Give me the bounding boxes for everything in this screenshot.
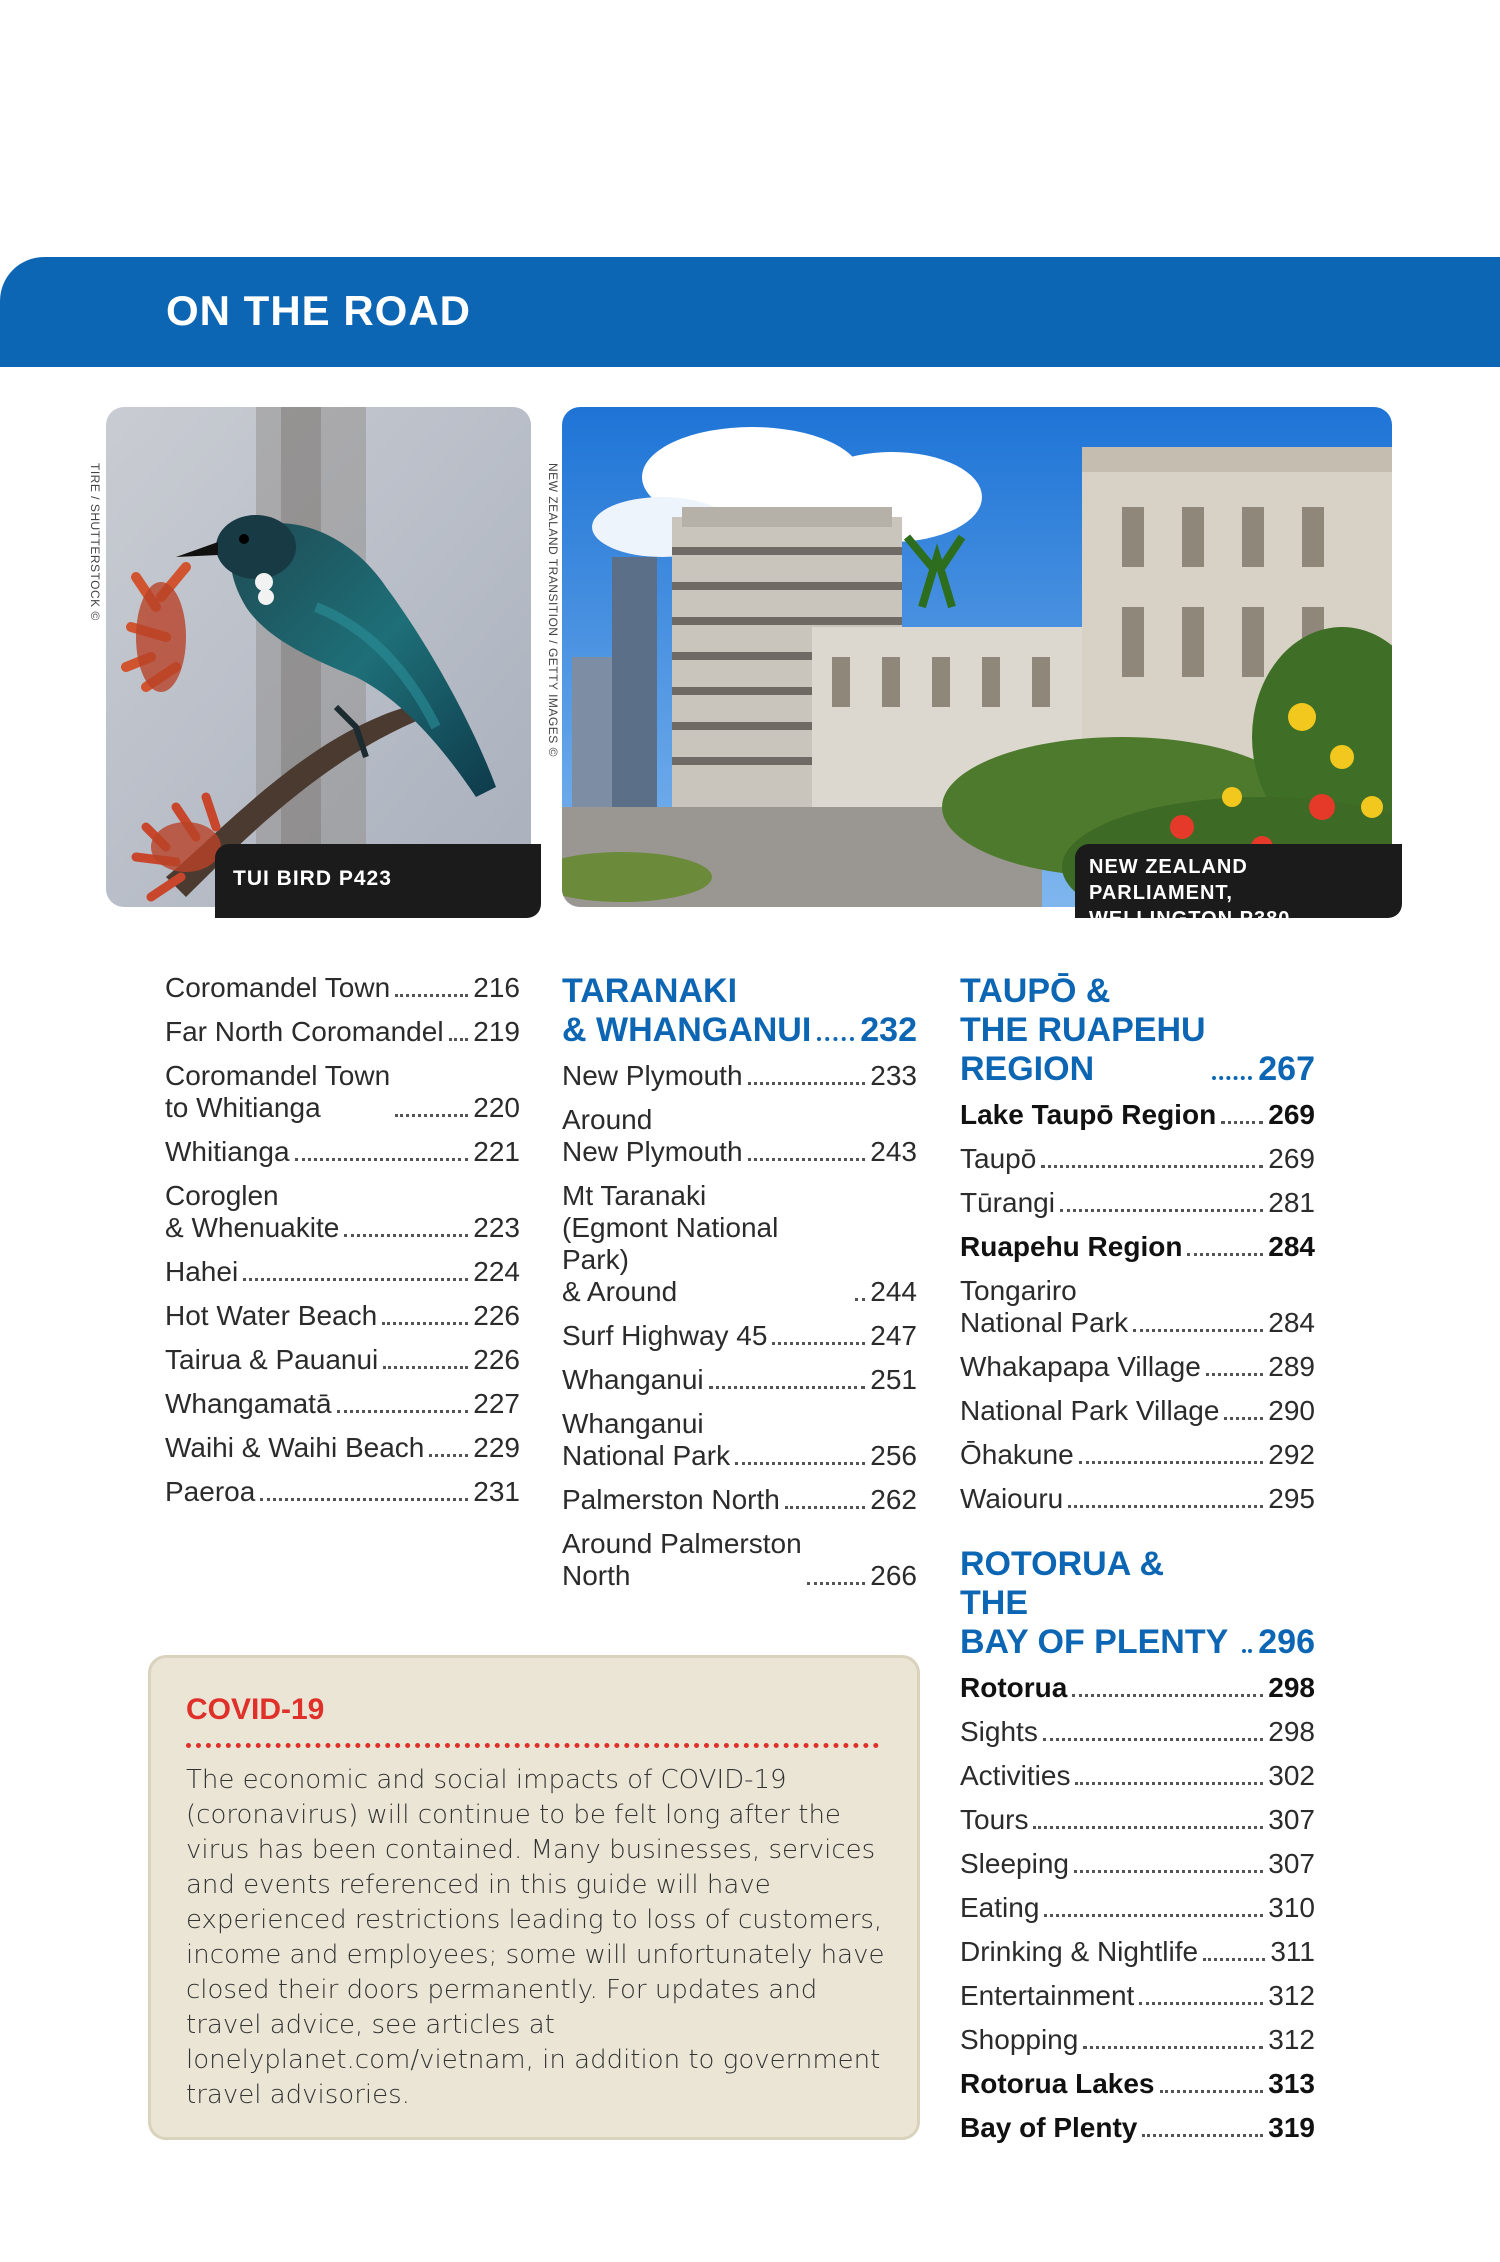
toc-entry[interactable] [960,1351,1315,1383]
covid-notice-box [148,1655,920,2140]
section-name: ROTORUA & THE BAY OF PLENTY [960,1545,1229,1661]
tui-photo-credit: TIRE / SHUTTERSTOCK © [88,463,102,621]
dot-leader [855,1298,865,1301]
toc-page-number: 247 [870,1320,917,1351]
dot-leader [1160,2090,1264,2093]
toc-entry[interactable] [165,1344,520,1376]
toc-page-number: 219 [473,1016,520,1047]
dot-leader [709,1386,866,1389]
toc-section-heading[interactable] [960,1545,1315,1662]
toc-page-number: 226 [473,1300,520,1331]
toc-entry-name: Sights [960,1716,1038,1747]
toc-page-number: 231 [473,1476,520,1507]
toc-entry[interactable] [960,2112,1315,2144]
toc-entry[interactable] [960,1804,1315,1836]
dot-leader [1203,1958,1265,1961]
tui-bird-image [106,407,531,907]
toc-entry[interactable] [165,1016,520,1048]
toc-entry[interactable] [960,1716,1315,1748]
dot-leader [1221,1121,1263,1124]
toc-entry[interactable] [960,1980,1315,2012]
toc-entry-name: Far North Coromandel [165,1016,444,1047]
dot-leader [1074,1870,1263,1873]
dot-leader [449,1038,469,1041]
tui-photo-caption: TUI BIRD P423 [215,844,541,918]
toc-entry[interactable] [960,1395,1315,1427]
toc-page-number: 281 [1268,1187,1315,1218]
dot-leader [1033,1826,1263,1829]
toc-entry-name: Ōhakune [960,1439,1074,1470]
toc-page-number: 251 [870,1364,917,1395]
page-title: ON THE ROAD [166,287,471,334]
toc-page-number: 298 [1268,1672,1315,1703]
dot-leader [1083,2046,1263,2049]
dot-leader [429,1454,468,1457]
toc-entry[interactable] [165,1476,520,1508]
toc-entry[interactable] [165,1180,520,1244]
parliament-photo-caption: NEW ZEALAND PARLIAMENT, WELLINGTON P380 [1075,844,1402,918]
toc-entry[interactable] [960,1099,1315,1131]
toc-column-2 [562,972,917,1604]
toc-entry[interactable] [960,1187,1315,1219]
toc-entry-name: Ruapehu Region [960,1231,1183,1262]
dot-leader [1224,1417,1263,1420]
toc-entry-name: Whanganui [562,1364,704,1395]
dot-leader [395,1114,468,1117]
toc-section-heading[interactable] [960,972,1315,1089]
dot-leader [772,1342,865,1345]
toc-page-number: 302 [1268,1760,1315,1791]
section-banner [0,257,1500,367]
toc-entry[interactable] [960,1439,1315,1471]
toc-entry-name: Drinking & Nightlife [960,1936,1199,1967]
toc-entry-name: New Plymouth [562,1060,743,1091]
toc-entry[interactable] [165,1432,520,1464]
tui-bird-photo [106,407,531,907]
toc-entry-name: Eating [960,1892,1040,1923]
toc-entry-name: Entertainment [960,1980,1135,2011]
toc-entry-name: Shopping [960,2024,1079,2055]
toc-page-number: 289 [1268,1351,1315,1382]
covid-body: The economic and social impacts of COVID-19 (coronavirus) will continue to be felt long after the virus has been contained. Many businesses, services and events referenced in this guide will have experienced restrictions leading to loss of customers, income and employees; some will unfortunately have closed their doors permanently. For updates and travel advice, see articles at lonelyplanet.com/vietnam, in addition to government travel advisories. [186,1765,885,2110]
toc-page-number: 284 [1268,1307,1315,1338]
toc-entry[interactable] [562,1364,917,1396]
toc-entry[interactable] [960,1231,1315,1263]
toc-page-number: 307 [1268,1804,1315,1835]
toc-page-number: 269 [1268,1099,1315,1130]
toc-entry-name: Palmerston North [562,1484,780,1515]
toc-entry[interactable] [165,1388,520,1420]
dot-leader [1060,1209,1263,1212]
toc-entry[interactable] [562,1484,917,1516]
parliament-photo-credit: NEW ZEALAND TRANSITION / GETTY IMAGES © [546,463,560,757]
toc-entry[interactable] [960,1760,1315,1792]
parliament-photo [562,407,1392,907]
toc-entry[interactable] [562,1528,917,1592]
toc-entry[interactable] [165,1060,520,1124]
toc-page-number: 244 [870,1276,917,1307]
toc-entry-name: Around Palmerston North [562,1528,802,1591]
dot-leader [1187,1253,1263,1256]
toc-page-number: 262 [870,1484,917,1515]
toc-entry-name: Coromandel Town [165,972,391,1003]
toc-page-number: 292 [1268,1439,1315,1470]
section-page-number: 296 [1258,1623,1315,1661]
toc-page-number: 243 [870,1136,917,1167]
dot-leader [382,1322,468,1325]
toc-entry[interactable] [562,1060,917,1092]
toc-column-3 [960,972,1315,2156]
dot-leader [817,1037,854,1041]
toc-page-number: 223 [473,1212,520,1243]
toc-entry-name: Tours [960,1804,1029,1835]
dot-leader [1142,2134,1263,2137]
toc-entry-name: Whangamatā [165,1388,332,1419]
dot-leader [1041,1165,1263,1168]
toc-page-number: 221 [473,1136,520,1167]
toc-page-number: 290 [1268,1395,1315,1426]
toc-section-heading[interactable] [562,972,917,1050]
dot-leader [395,994,468,997]
section-page-number: 232 [860,1011,917,1049]
toc-entry-name: Rotorua [960,1672,1068,1703]
toc-entry-name: Rotorua Lakes [960,2068,1155,2099]
toc-entry-name: Hot Water Beach [165,1300,378,1331]
dot-leader [1043,1738,1263,1741]
toc-entry-name: Sleeping [960,1848,1069,1879]
toc-entry-name: Tairua & Pauanui [165,1344,379,1375]
toc-entry-name: Whitianga [165,1136,290,1167]
dot-leader [1133,1329,1263,1332]
toc-entry[interactable] [562,1320,917,1352]
dot-leader [243,1278,468,1281]
dot-leader [1079,1461,1264,1464]
toc-page-number: 220 [473,1092,520,1123]
toc-column-1 [165,972,520,1520]
dot-leader [1242,1649,1252,1653]
toc-page-number: 227 [473,1388,520,1419]
dot-leader [1139,2002,1263,2005]
toc-entry-name: Waiouru [960,1483,1064,1514]
dot-leader [1206,1373,1264,1376]
toc-entry-name: Surf Highway 45 [562,1320,768,1351]
dot-leader [260,1498,468,1501]
toc-entry[interactable] [960,2068,1315,2100]
toc-entry-name: Around New Plymouth [562,1104,743,1167]
toc-entry-name: Mt Taranaki (Egmont National Park) & Around [562,1180,779,1307]
dot-leader [748,1158,866,1161]
dot-leader [1072,1694,1263,1697]
toc-page-number: 216 [473,972,520,1003]
toc-page-number: 266 [870,1560,917,1591]
toc-page-number: 307 [1268,1848,1315,1879]
toc-entry-name: Hahei [165,1256,239,1287]
toc-entry[interactable] [960,1892,1315,1924]
toc-entry-name: National Park Village [960,1395,1220,1426]
toc-entry-name: Whakapapa Village [960,1351,1201,1382]
toc-entry-name: Activities [960,1760,1071,1791]
dot-leader [735,1462,865,1465]
section-name: TARANAKI & WHANGANUI [562,972,812,1049]
toc-entry[interactable] [960,1936,1315,1968]
toc-page-number: 313 [1268,2068,1315,2099]
toc-entry[interactable] [960,1483,1315,1515]
toc-entry-name: Bay of Plenty [960,2112,1138,2143]
toc-entry-name: Coromandel Town to Whitianga [165,1060,391,1123]
section-page-number: 267 [1258,1050,1315,1088]
dot-leader [1212,1076,1253,1080]
toc-page-number: 256 [870,1440,917,1471]
dot-leader [785,1506,865,1509]
toc-entry[interactable] [165,1256,520,1288]
toc-entry-name: Paeroa [165,1476,256,1507]
dot-leader [383,1366,468,1369]
dot-leader [344,1234,468,1237]
dot-leader [1075,1782,1263,1785]
dot-leader [807,1582,866,1585]
toc-entry-name: Coroglen & Whenuakite [165,1180,340,1243]
toc-page-number: 312 [1268,1980,1315,2011]
toc-page-number: 298 [1268,1716,1315,1747]
toc-entry[interactable] [562,1408,917,1472]
toc-page-number: 269 [1268,1143,1315,1174]
toc-page-number: 284 [1268,1231,1315,1262]
toc-entry-name: Taupō [960,1143,1037,1174]
dot-leader [748,1082,866,1085]
toc-entry[interactable] [562,1104,917,1168]
toc-entry-name: Waihi & Waihi Beach [165,1432,425,1463]
toc-entry[interactable] [562,1180,917,1308]
toc-page-number: 229 [473,1432,520,1463]
dot-leader [295,1158,469,1161]
toc-page-number: 295 [1268,1483,1315,1514]
dot-leader [1068,1505,1263,1508]
toc-entry[interactable] [165,1300,520,1332]
toc-entry[interactable] [960,1275,1315,1339]
toc-entry[interactable] [960,1143,1315,1175]
dot-leader [337,1410,469,1413]
toc-page-number: 312 [1268,2024,1315,2055]
toc-page-number: 233 [870,1060,917,1091]
toc-entry[interactable] [165,972,520,1004]
toc-page-number: 311 [1270,1936,1315,1967]
parliament-image [562,407,1392,907]
toc-page-number: 319 [1268,2112,1315,2143]
toc-entry[interactable] [165,1136,520,1168]
toc-entry-name: Tongariro National Park [960,1275,1129,1338]
covid-divider [186,1743,879,1748]
toc-entry[interactable] [960,1672,1315,1704]
toc-entry-name: Lake Taupō Region [960,1099,1217,1130]
covid-title: COVID-19 [186,1693,325,1726]
toc-entry[interactable] [960,2024,1315,2056]
toc-entry-name: Whanganui National Park [562,1408,731,1471]
toc-page-number: 224 [473,1256,520,1287]
toc-page-number: 310 [1268,1892,1315,1923]
section-name: TAUPŌ & THE RUAPEHU REGION [960,972,1206,1088]
dot-leader [1044,1914,1263,1917]
toc-entry-name: Tūrangi [960,1187,1055,1218]
toc-page-number: 226 [473,1344,520,1375]
toc-entry[interactable] [960,1848,1315,1880]
